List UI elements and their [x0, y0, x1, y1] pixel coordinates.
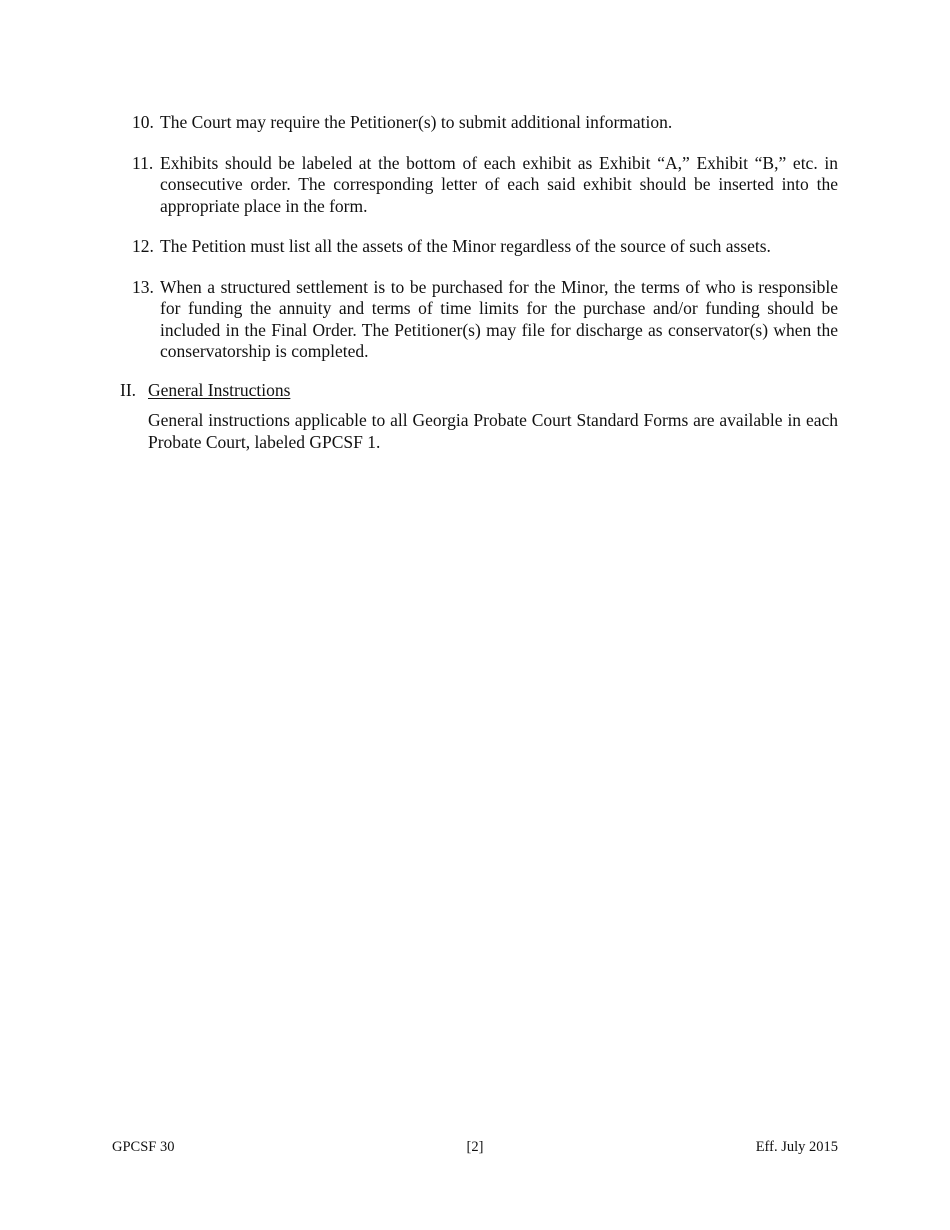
- item-text: The Court may require the Petitioner(s) to submit additional information.: [160, 112, 673, 132]
- section-heading: [120, 380, 838, 402]
- general-instructions-section: [120, 380, 838, 454]
- page-footer: [112, 1137, 838, 1157]
- footer-effective-date: Eff. July 2015: [755, 1139, 838, 1155]
- section-numeral: II.: [120, 379, 137, 400]
- list-item: [120, 236, 838, 258]
- item-number: 12.: [132, 236, 154, 256]
- section-body: General instructions applicable to all Georgia Probate Court Standard Forms are available in each Probate Court, labeled GPCSF 1.: [148, 410, 838, 452]
- item-number: 10.: [132, 112, 154, 132]
- section-title: General Instructions: [148, 379, 291, 400]
- list-item: [120, 112, 838, 134]
- item-text: The Petition must list all the assets of the Minor regardless of the source of such assets.: [160, 236, 771, 256]
- item-number: 13.: [132, 276, 154, 297]
- item-text: When a structured settlement is to be purchased for the Minor, the terms of who is responsible for funding the annuity and terms of time limits for the purchase and/or funding should be included in the Final Order. The Petitioner(s) may file for discharge as conservator(s) when the conservatorship is completed.: [160, 276, 838, 361]
- instruction-list: [120, 112, 838, 363]
- item-number: 11.: [132, 152, 154, 173]
- list-item: [120, 277, 838, 363]
- item-text: Exhibits should be labeled at the bottom of each exhibit as Exhibit “A,” Exhibit “B,” etc. in consecutive order. The corresponding letter of each said exhibit should be inserted into the appropriate place in the form.: [160, 152, 838, 216]
- list-item: [120, 153, 838, 218]
- footer-form-id: GPCSF 30: [112, 1139, 175, 1155]
- page-content: [120, 112, 838, 453]
- footer-page-number: [2]: [466, 1139, 484, 1155]
